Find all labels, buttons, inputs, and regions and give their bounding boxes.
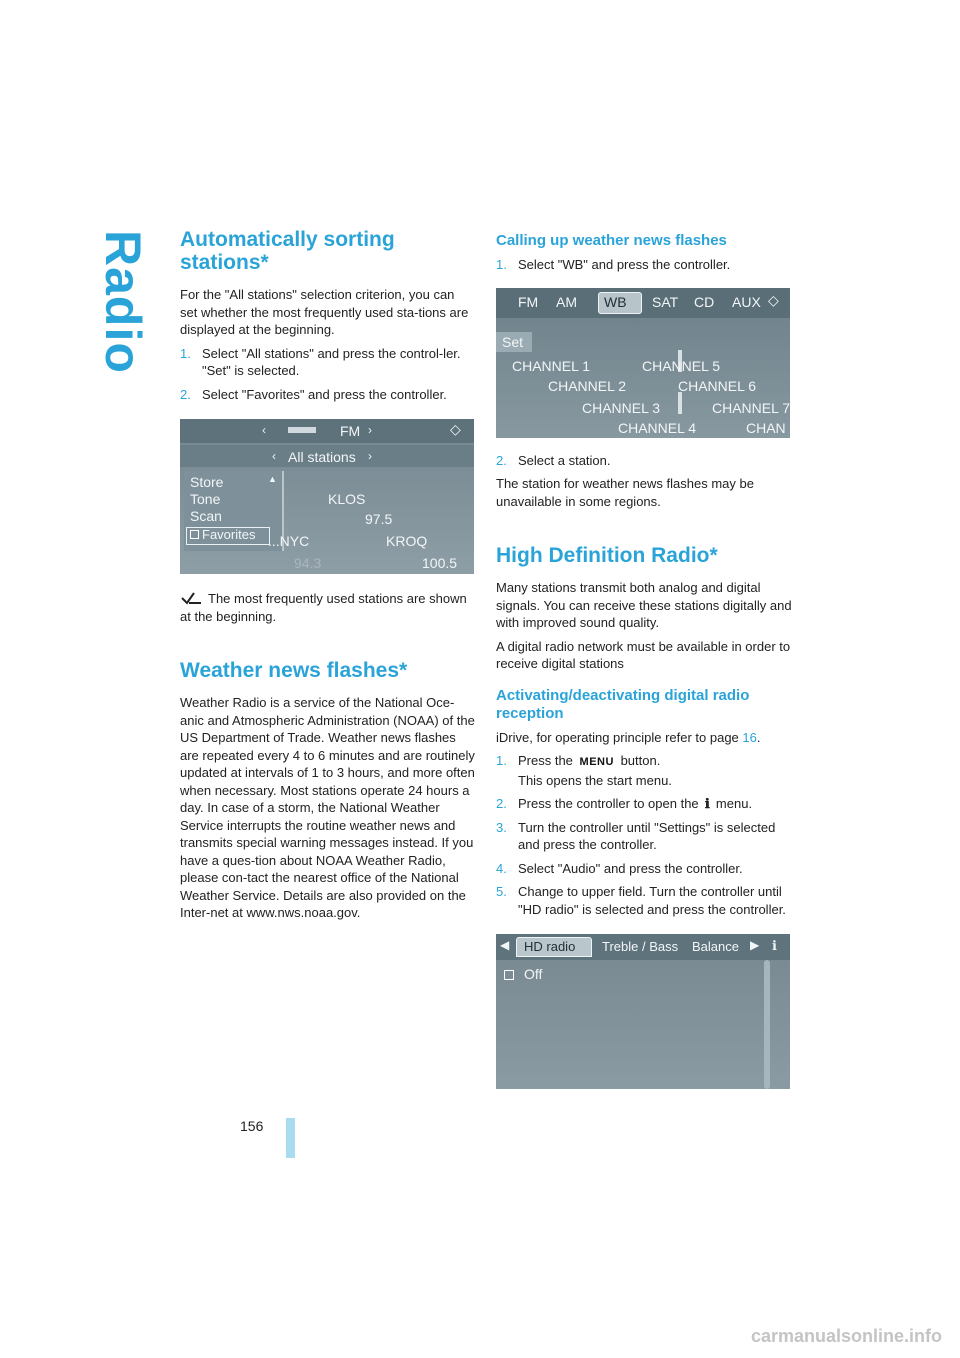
hd-step-3: 3. Turn the controller until "Settings" is selected and press the controller. — [496, 819, 776, 852]
heading-sorting: Automatically sorting stations* — [180, 228, 395, 274]
checkmark-icon — [180, 591, 204, 605]
heading-activating: Activating/deactivating digital radio reception — [496, 686, 750, 722]
left-arrow-icon: ◀ — [500, 938, 510, 952]
hd-radio-screenshot: ◀ HD radio Treble / Bass Balance ▶ ℹ Off — [496, 934, 790, 1089]
para-idrive: iDrive, for operating principle refer to page 16. — [496, 729, 761, 745]
step-wb: 1. Select "WB" and press the controller. — [496, 257, 731, 272]
step-1: 1. Select "All stations" and press the control-ler. "Set" is selected. — [180, 345, 461, 378]
hd-step-1: 1. Press the MENU button. This opens the start menu. — [496, 753, 672, 788]
hd-step-2: 2. Press the controller to open the ℹ menu. — [496, 796, 753, 811]
menu-button-icon: MENU — [577, 754, 617, 772]
heading-weather: Weather news flashes* — [180, 659, 408, 682]
right-column — [496, 228, 796, 1089]
all-stations-screenshot: ‹ FM › ◇ ‹ All stations › Store Tone Scan Favorites ▲ KLOS 97.5 ...NYC KROQ 94.3 100.5 — [180, 419, 474, 574]
para-hd1: Many stations transmit both analog and digital signals. You can receive these stations digitally and with improved sound quality. — [496, 580, 792, 630]
page-link[interactable]: 16 — [742, 729, 757, 745]
page-number: 156 — [240, 1118, 264, 1134]
info-icon: ℹ — [704, 796, 710, 811]
hd-step-5: 5. Change to upper field. Turn the controller until "HD radio" is selected and press the controller. — [496, 884, 786, 917]
note-favorites: The most frequently used stations are shown at the beginning. — [180, 591, 467, 624]
para-hd2: A digital radio network must be available in order to receive digital stations — [496, 638, 791, 671]
step-2: 2. Select "Favorites" and press the controller. — [180, 386, 447, 402]
step-select-station: 2. Select a station. — [496, 452, 611, 468]
nav-arrows-icon: ◇ — [768, 291, 779, 308]
hd-step-4: 4. Select "Audio" and press the controller. — [496, 860, 743, 876]
para-weather: Weather Radio is a service of the National Oce-anic and Atmospheric Administration (NOAA) of the US Department of Trade. Weather news flashes are repeated every 4 to 6 minutes and are routinely updated at intervals of 1 to 3 hours, and more often when necessary. Most stations operate 24 hours a day. In case of a storm, the National Weather Service interrupts the routine weather news and transmits special warning messages instead. If you have a ques-tion about NOAA Weather Radio, please con-tact the nearest office of the National Weather Service. Details are also provided on the Inter-net at www.nws.noaa.gov. — [180, 695, 475, 920]
info-icon: ℹ — [772, 938, 777, 953]
nav-arrows-icon: ◇ — [450, 421, 461, 437]
left-column — [180, 228, 475, 928]
para-station: The station for weather news flashes may be unavailable in some regions. — [496, 476, 754, 509]
chapter-title: Radio — [95, 230, 151, 374]
watermark: carmanualsonline.info — [750, 1326, 942, 1346]
heading-calling: Calling up weather news flashes — [496, 232, 727, 249]
page-marker-bar — [286, 1118, 295, 1158]
para-sorting: For the "All stations" selection criterion, you can set whether the most frequently used sta-tions are displayed at the beginning. — [180, 287, 469, 337]
heading-hd: High Definition Radio* — [496, 544, 718, 567]
wb-channels-screenshot: FM AM WB SAT CD AUX ◇ Set CHANNEL 1 CHANNEL 2 CHANNEL 3 CHANNEL 4 CHANNEL 5 CHANNEL 6 CHANNEL 7 CHAN — [496, 288, 790, 438]
right-arrow-icon: ▶ — [750, 938, 760, 952]
